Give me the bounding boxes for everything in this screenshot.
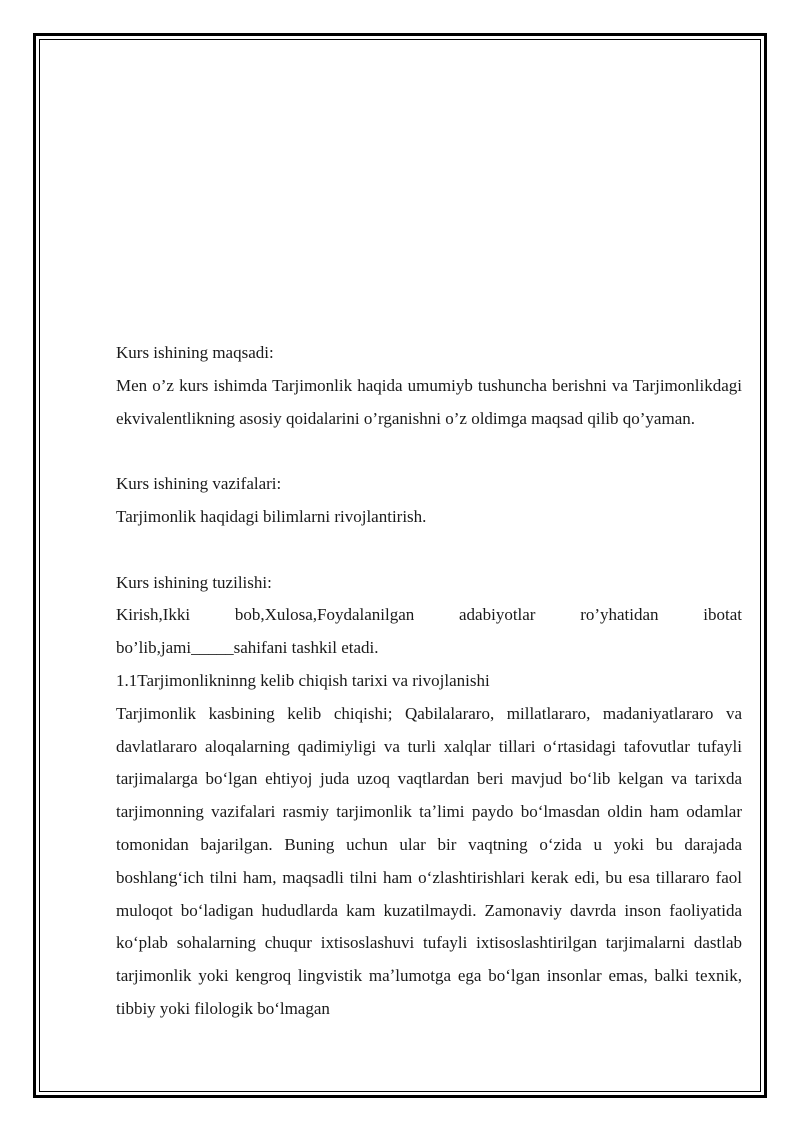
tasks-heading: Kurs ishining vazifalari: [116,474,282,494]
section-paragraph: Tarjimonlik kasbining kelib chiqishi; Qabilalararo, millatlararo, madaniyatlararo va davlatlararo aloqalarning qadimiyligi va turli xalqlar tillari oʻrtasidagi tafovutlar tufayli tarjimalarga boʻlgan ehtiyoj juda uzoq vaqtlardan beri mavjud boʻlib kelgan va tarixda tarjimonning vazifalari rasmiy tarjimonlik taʼlimi paydo boʻlmasdan oldin ham odamlar tomonidan bajarilgan. Buning uchun ular bir vaqtning oʻzida u yoki bu darajada boshlangʻich tilni ham, maqsadli tilni ham oʻzlashtirishlari kerak edi, bu esa tillararo faol muloqot boʻladigan hududlarda kam kuzatilmaydi. Zamonaviy davrda inson faoliyatida koʻplab sohalarning chuqur ixtisoslashuvi tufayli ixtisoslashtirilgan tarjimalarni dastlab tarjimonlik yoki kengroq lingvistik maʼlumotga ega boʻlgan insonlar emas, balki texnik, tibbiy yoki filologik boʻlmagan [116,703,742,1018]
document-body [116,337,742,1026]
tasks-paragraph: Tarjimonlik haqidagi bilimlarni rivojlantirish. [116,506,427,526]
goal-paragraph: Men o’z kurs ishimda Tarjimonlik haqida umumiyb tushuncha berishni va Tarjimonlikdagi ekvivalentlikning asosiy qoidalarini o’rganishni o’z oldimga maqsad qilib qo’yaman. [116,375,742,428]
blank-line [116,435,742,468]
section-title: 1.1Tarjimonlikninng kelib chiqish tarixi va rivojlanishi [116,670,490,690]
goal-heading: Kurs ishining maqsadi: [116,343,274,362]
structure-heading: Kurs ishining tuzilishi: [116,572,272,592]
blank-line [116,534,742,567]
structure-paragraph: Kirish,Ikki bob,Xulosa,Foydalanilgan adabiyotlar ro’yhatidan ibotat bo’lib,jami_____sahifani tashkil etadi. [116,605,742,658]
